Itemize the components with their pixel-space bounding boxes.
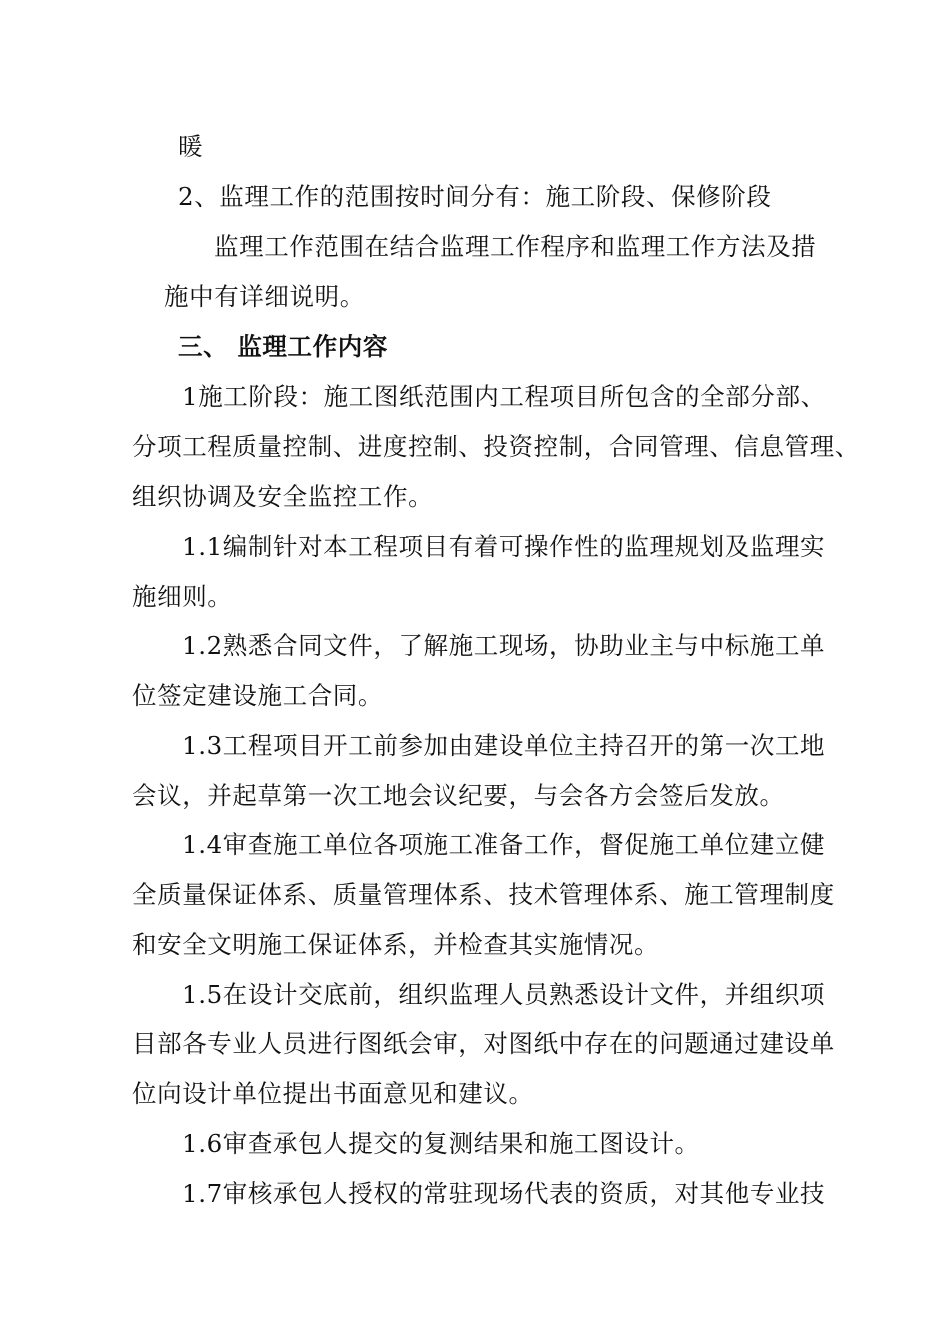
text-line-16: 全质量保证体系、质量管理体系、技术管理体系、施工管理制度 xyxy=(132,880,835,909)
text-line-15: 1.4审查施工单位各项施工准备工作，督促施工单位建立健 xyxy=(182,830,826,859)
text-line-17: 和安全文明施工保证体系，并检查其实施情况。 xyxy=(132,930,660,959)
text-line-8: 组织协调及安全监控工作。 xyxy=(132,482,434,511)
text-line-9: 1.1编制针对本工程项目有着可操作性的监理规划及监理实 xyxy=(182,532,826,561)
text-line-19: 目部各专业人员进行图纸会审，对图纸中存在的问题通过建设单 xyxy=(132,1029,835,1058)
text-line-13: 1.3工程项目开工前参加由建设单位主持召开的第一次工地 xyxy=(182,731,826,760)
text-line-3: 监理工作范围在结合监理工作程序和监理工作方法及措 xyxy=(214,232,817,261)
text-line-10: 施细则。 xyxy=(132,582,233,611)
text-line-1: 暖 xyxy=(178,132,204,161)
text-line-11: 1.2熟悉合同文件，了解施工现场，协助业主与中标施工单 xyxy=(182,631,826,660)
text-line-21: 1.6审查承包人提交的复测结果和施工图设计。 xyxy=(182,1129,700,1158)
text-line-6: 1施工阶段：施工图纸范围内工程项目所包含的全部分部、 xyxy=(182,382,826,411)
text-line-7: 分项工程质量控制、进度控制、投资控制，合同管理、信息管理、 xyxy=(132,432,860,461)
text-line-14: 会议，并起草第一次工地会议纪要，与会各方会签后发放。 xyxy=(132,781,785,810)
text-line-4: 施中有详细说明。 xyxy=(164,282,365,311)
text-line-18: 1.5在设计交底前，组织监理人员熟悉设计文件，并组织项 xyxy=(182,980,826,1009)
text-line-22: 1.7审核承包人授权的常驻现场代表的资质，对其他专业技 xyxy=(182,1179,826,1208)
text-line-20: 位向设计单位提出书面意见和建议。 xyxy=(132,1079,534,1108)
text-line-12: 位签定建设施工合同。 xyxy=(132,681,383,710)
text-line-2: 2、监理工作的范围按时间分有：施工阶段、保修阶段 xyxy=(178,182,772,211)
section-heading: 三、 监理工作内容 xyxy=(178,332,388,361)
